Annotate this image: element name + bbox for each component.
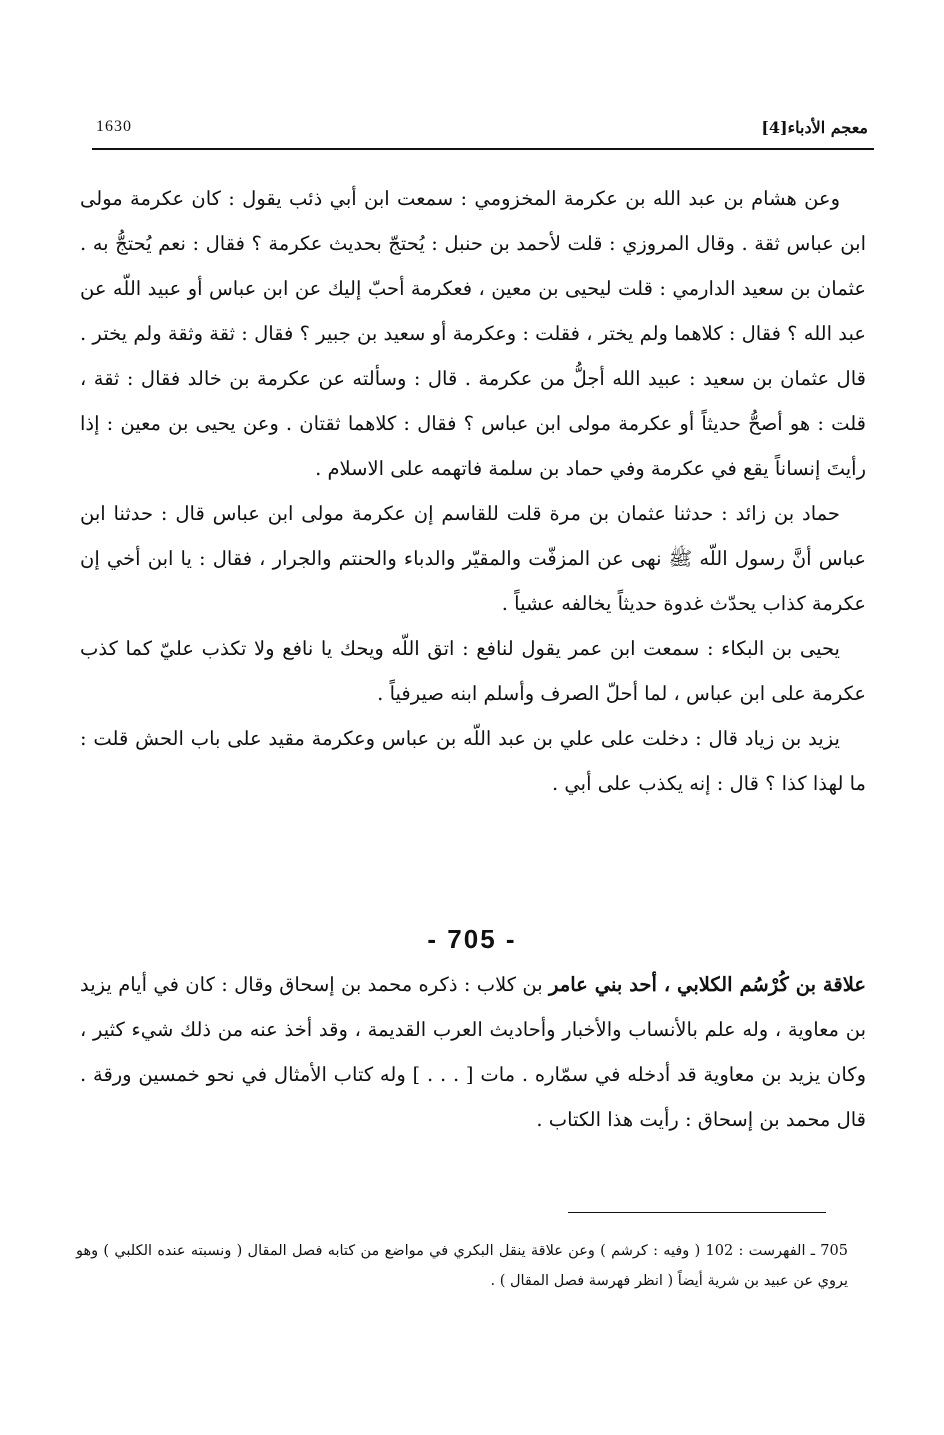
paragraph: وعن هشام بن عبد الله بن عكرمة المخزومي : سمعت ابن أبي ذئب يقول : كان عكرمة مولى ابن عباس ثقة . وقال المروزي : قلت لأحمد بن حنبل : يُحتجّ بحديث عكرمة ؟ فقال : نعم يُحتجُّ به . عثمان بن سعيد الدارمي : قلت ليحيى بن معين ، فعكرمة أحبّ إليك عن ابن عباس أو عبيد اللّه عن عبد الله ؟ فقال : كلاهما ولم يختر ، فقلت : وعكرمة أو سعيد بن جبير ؟ فقال : ثقة وثقة ولم يختر . قال عثمان بن سعيد : عبيد الله أجلُّ من عكرمة . قال : وسألته عن عكرمة بن خالد فقال : ثقة ، قلت : هو أصحُّ حديثاً أو عكرمة مولى ابن عباس ؟ فقال : كلاهما ثقتان . وعن يحيى بن معين : إذا رأيتَ إنساناً يقع في عكرمة وفي حماد بن سلمة فاتهمه على الاسلام . (80, 187, 866, 480)
paragraph: يحيى بن البكاء : سمعت ابن عمر يقول لنافع : اتق اللّه ويحك يا نافع ولا تكذب عليّ كما كذب عكرمة على ابن عباس ، لما أحلّ الصرف وأسلم ابنه صيرفياً . (80, 637, 866, 705)
footnote-divider (568, 1212, 826, 1213)
paragraph: يزيد بن زياد قال : دخلت على علي بن عبد اللّه بن عباس وعكرمة مقيد على باب الحش قلت : ما لهذا كذا ؟ قال : إنه يكذب على أبي . (80, 727, 866, 795)
entry-body: بن كلاب : ذكره محمد بن إسحاق وقال : كان في أيام يزيد بن معاوية ، وله علم بالأنساب والأخبار وأحاديث العرب القديمة ، وقد أخذ عنه من ذلك شيء كثير ، وكان يزيد بن معاوية قد أدخله في سمّاره . مات [ . . . ] وله كتاب الأمثال في نحو خمسين ورقة . قال محمد بن إسحاق : رأيت هذا الكتاب . (80, 973, 866, 1131)
entry-lead: علاقة بن كُرْسُم الكلابي ، أحد بني عامر (548, 973, 866, 996)
paragraph: حماد بن زائد : حدثنا عثمان بن مرة قلت للقاسم إن عكرمة مولى ابن عباس قال : حدثنا ابن عباس أنَّ رسول اللّه ﷺ نهى عن المزفّت والمقيّر والدباء والحنتم والجرار ، فقال : يا ابن أخي إن عكرمة كذاب يحدّث غدوة حديثاً يخالفه عشياً . (80, 502, 866, 615)
footnote: 705 ـ الفهرست : 102 ( وفيه : كرشم ) وعن علاقة ينقل البكري في مواضع من كتابه فصل المقال ( ونسبته عنده الكلبي ) وهو يروي عن عبيد بن شرية أيضاً ( انظر فهرسة فصل المقال ) . (76, 1243, 848, 1289)
entry-number: - 705 - (427, 924, 517, 954)
entry-text (80, 962, 866, 1142)
header-divider (92, 148, 874, 150)
page-number: 1630 (96, 118, 132, 135)
running-title: معجم الأدباء[4] (761, 118, 868, 137)
main-text (80, 176, 866, 806)
